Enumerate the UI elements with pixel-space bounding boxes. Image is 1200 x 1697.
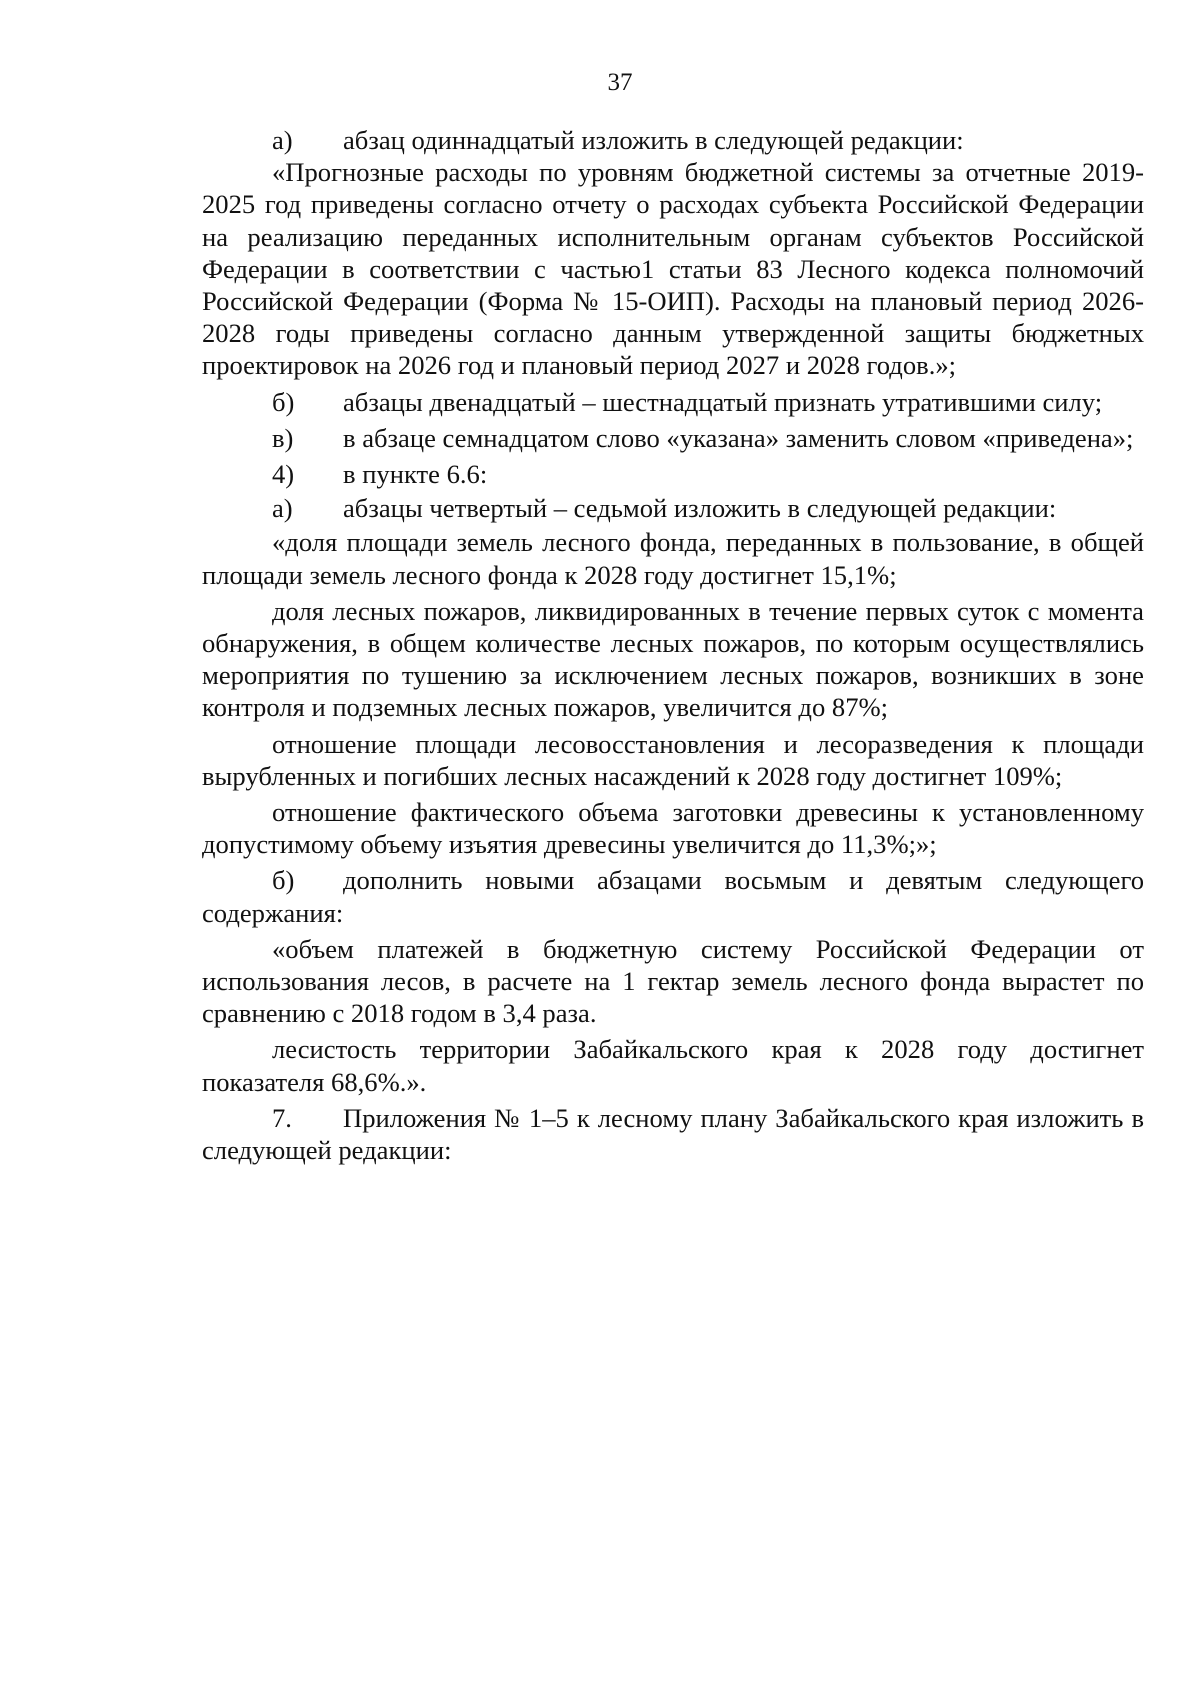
paragraph-item-b-add-paragraphs [202,864,1144,928]
paragraph-text: «Прогнозные расходы по уровням бюджетной системы за отчетные 2019-2025 год приведены согласно отчету о расходах субъекта Российской Федерации на реализацию переданных исполнительным органам субъектов Российской Федерации в соответствии с частью1 статьи 83 Лесного кодекса полномочий Российской Федерации (Форма № 15-ОИП). Расходы на плановый период 2026-2028 годы приведены согласно данным утвержденной защиты бюджетных проектировок на 2026 год и плановый период 2027 и 2028 годов.»; [202,157,1144,381]
paragraph-item-a-fourth-seventh [202,492,1144,524]
paragraph-item-a-eleventh [202,124,1144,156]
paragraph-text: лесистость территории Забайкальского края к 2028 году достигнет показателя 68,6%.». [202,1034,1144,1097]
list-marker: б) [272,865,295,896]
paragraph-text: отношение фактического объема заготовки древесины к установленному допустимому объему изъятия древесины увеличится до 11,3%;»; [202,797,1144,860]
paragraph-item-4 [202,458,1144,490]
paragraph-forest-fires-share [202,595,1144,724]
paragraph-item-b-repeal [202,386,1144,418]
paragraph-text: в пункте 6.6: [343,459,488,490]
paragraph-text: отношение площади лесовосстановления и лесоразведения к площади вырубленных и погибших лесных насаждений к 2028 году достигнет 109%; [202,728,1144,791]
paragraph-text: «объем платежей в бюджетную систему Российской Федерации от использования лесов, в расчете на 1 гектар земель лесного фонда вырастет по сравнению с 2018 годом в 3,4 раза. [202,933,1144,1029]
list-marker: а) [272,493,293,524]
document-body [202,124,1144,1166]
paragraph-forecast-expenses [202,156,1144,381]
paragraph-reforestation-ratio [202,728,1144,792]
paragraph-forest-land-share [202,526,1144,590]
paragraph-text: в абзаце семнадцатом слово «указана» заменить словом «приведена»; [343,422,1134,453]
paragraph-forest-cover [202,1033,1144,1097]
list-marker: 4) [272,459,295,490]
paragraph-text: абзацы четвертый – седьмой изложить в следующей редакции: [343,493,1057,524]
list-marker: б) [272,386,295,417]
paragraph-text: доля лесных пожаров, ликвидированных в течение первых суток с момента обнаружения, в общем количестве лесных пожаров, по которым осуществлялись мероприятия по тушению за исключением лесных пожаров, возникших в зоне контроля и подземных лесных пожаров, увеличится до 87%; [202,595,1144,723]
paragraph-item-v-replace [202,422,1144,454]
list-marker: а) [272,125,293,155]
paragraph-timber-harvest-ratio [202,796,1144,860]
paragraph-text: абзац одиннадцатый изложить в следующей редакции: [343,125,964,155]
list-marker: в) [272,422,294,453]
paragraph-text: Приложения № 1–5 к лесному плану Забайкальского края изложить в следующей редакции: [202,1102,1144,1166]
paragraph-text: абзацы двенадцатый – шестнадцатый признать утратившими силу; [343,386,1103,417]
list-marker: 7. [272,1102,292,1133]
page-number: 37 [607,69,633,96]
paragraph-payments-volume [202,933,1144,1030]
paragraph-text: дополнить новыми абзацами восьмым и девятым следующего содержания: [202,865,1144,928]
paragraph-text: «доля площади земель лесного фонда, переданных в пользование, в общей площади земель лесного фонда к 2028 году достигнет 15,1%; [202,527,1144,590]
paragraph-item-7-appendices [202,1102,1144,1166]
